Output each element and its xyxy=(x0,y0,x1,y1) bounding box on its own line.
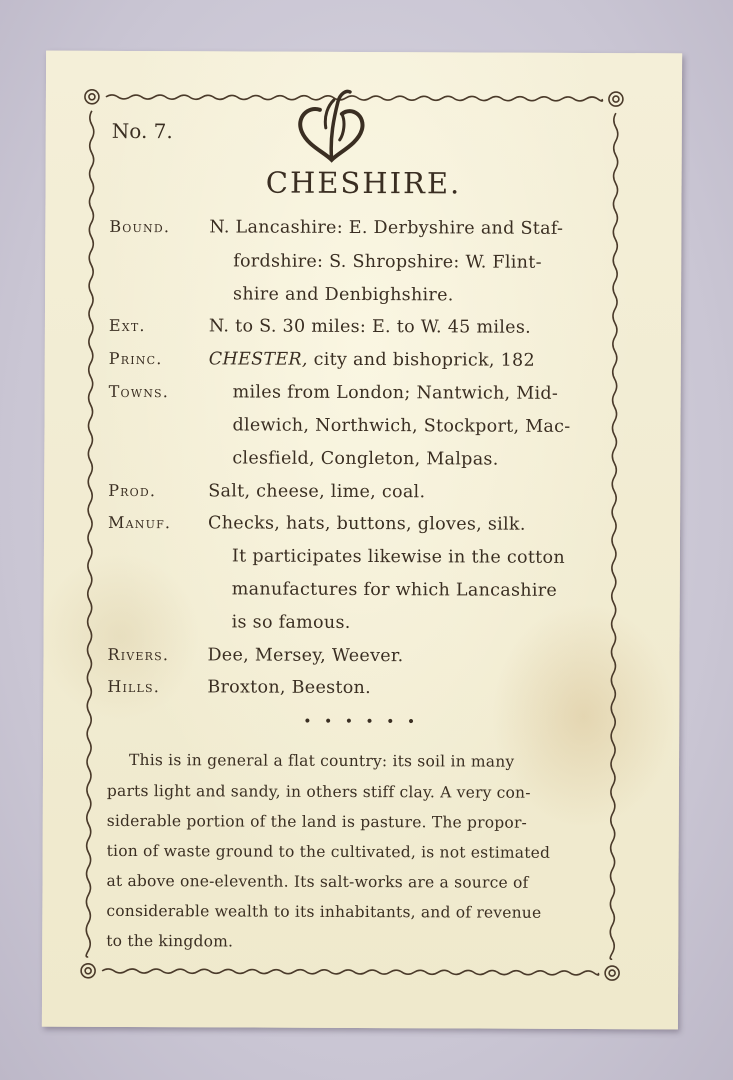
manuf-line-3: manufactures for which Lancashire xyxy=(231,579,558,601)
manuf-line-2: It participates likewise in the cotton xyxy=(231,546,565,568)
towns-label: Towns. xyxy=(108,381,170,402)
corner-ornament-top-left xyxy=(85,90,99,104)
border-bottom xyxy=(102,969,599,975)
manuf-line-1: Checks, hats, buttons, gloves, silk. xyxy=(208,513,526,535)
towns-line-1 xyxy=(209,349,535,370)
bound-line-1: N. Lancashire: E. Derbyshire and Staf- xyxy=(209,217,564,239)
corner-ornament-bottom-right xyxy=(605,966,619,980)
border-right xyxy=(610,113,618,959)
chester-city: CHESTER, xyxy=(208,349,308,370)
description-line-7: to the kingdom. xyxy=(106,931,234,951)
border-left xyxy=(86,111,94,957)
description-line-6: considerable wealth to its inhabitants, and of revenue xyxy=(106,901,542,922)
towns-line-2: miles from London; Nantwich, Mid- xyxy=(232,382,559,404)
county-card xyxy=(42,51,682,1030)
section-separator: • • • • • • xyxy=(303,713,420,731)
description-line-3: siderable portion of the land is pasture. The propor- xyxy=(106,811,528,832)
bound-label: Bound. xyxy=(109,216,171,237)
corner-ornament-top-right xyxy=(609,92,623,106)
towns-line-4: clesfield, Congleton, Malpas. xyxy=(232,448,499,470)
manuf-label: Manuf. xyxy=(108,512,172,533)
county-title: CHESHIRE. xyxy=(265,165,462,201)
ext-line-1: N. to S. 30 miles: E. to W. 45 miles. xyxy=(208,316,532,338)
rivers-label: Rivers. xyxy=(107,644,170,665)
prod-line-1: Salt, cheese, lime, coal. xyxy=(208,481,426,503)
description-line-4: tion of waste ground to the cultivated, is not estimated xyxy=(106,841,551,862)
hills-label: Hills. xyxy=(107,676,161,697)
towns-line-3: dlewich, Northwich, Stockport, Mac- xyxy=(232,415,571,437)
corner-ornament-bottom-left xyxy=(81,964,95,978)
ext-label: Ext. xyxy=(108,315,146,336)
manuf-line-4: is so famous. xyxy=(231,612,351,633)
rivers-line-1: Dee, Mersey, Weever. xyxy=(207,645,404,667)
cursive-monogram-icon xyxy=(290,88,374,172)
bound-line-2: fordshire: S. Shropshire: W. Flint- xyxy=(233,251,542,273)
card-number: No. 7. xyxy=(111,118,173,144)
princ-label: Princ. xyxy=(108,348,163,369)
description-line-5: at above one-eleventh. Its salt-works are a source of xyxy=(106,871,529,892)
description-line-2: parts light and sandy, in others stiff clay. A very con- xyxy=(106,781,531,802)
towns-line-1-rest: city and bishoprick, 182 xyxy=(313,349,535,371)
description-line-1: This is in general a flat country: its soil in many xyxy=(128,750,515,771)
prod-label: Prod. xyxy=(108,480,157,501)
hills-line-1: Broxton, Beeston. xyxy=(207,677,372,699)
bound-line-3: shire and Denbighshire. xyxy=(233,284,454,306)
